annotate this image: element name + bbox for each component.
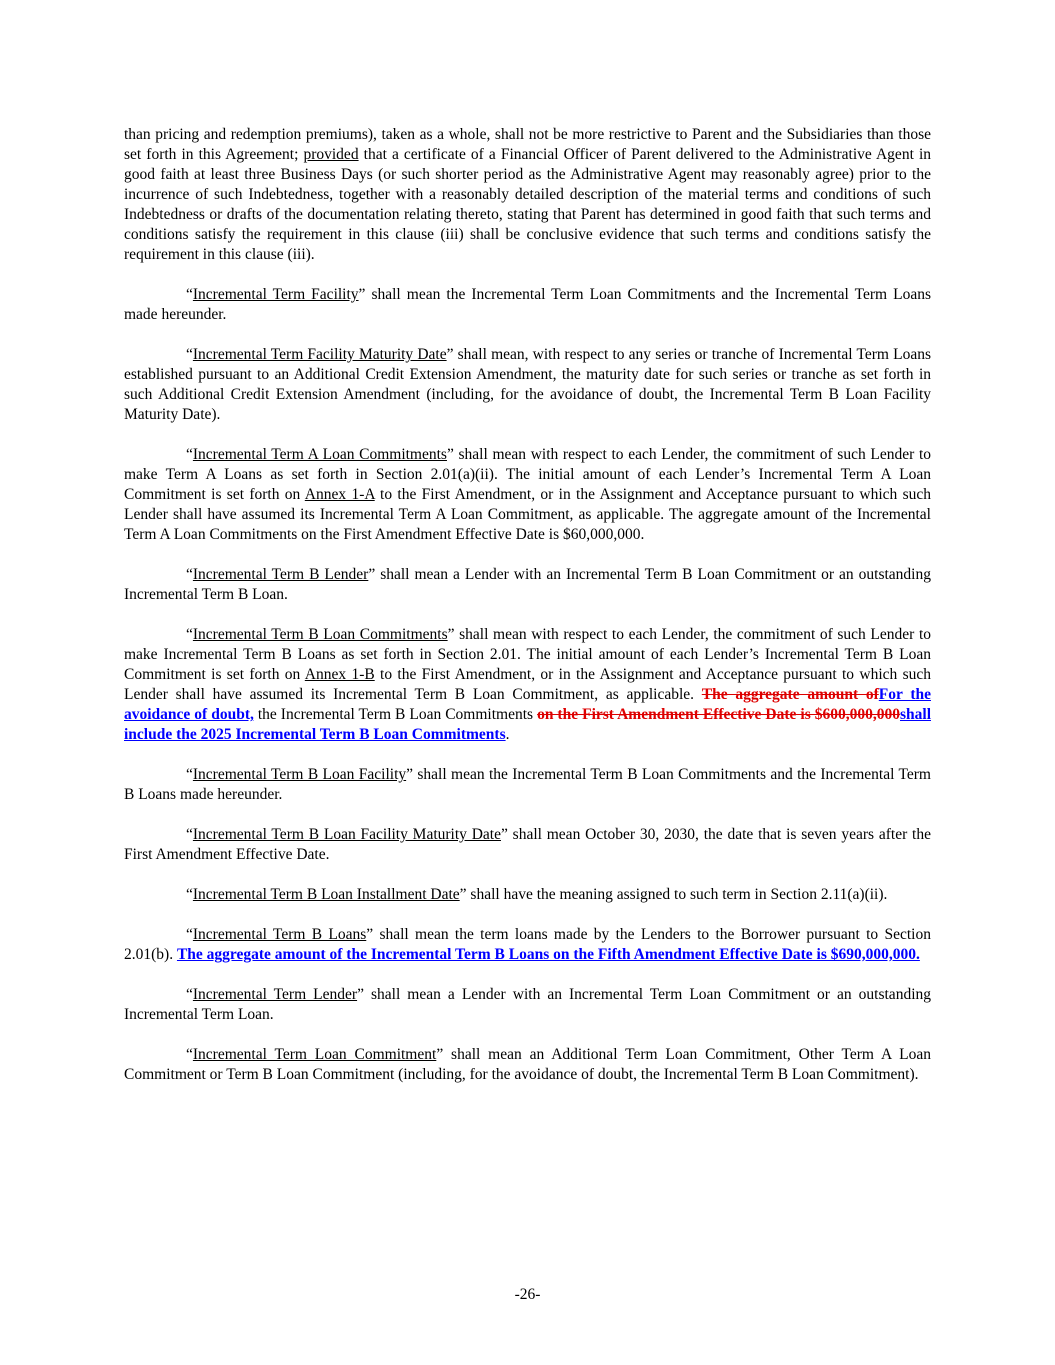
text-run: “ bbox=[186, 986, 193, 1003]
text-run: “ bbox=[186, 626, 193, 643]
redline-deletion: The aggregate amount of bbox=[701, 686, 879, 703]
paragraph bbox=[124, 445, 931, 545]
paragraph bbox=[124, 825, 931, 865]
text-run: ” shall mean an Additional Term Loan Commitment, Other Term A Loan Commitment or Term B Loan Commitment (including, for the avoidance of doubt, the Incremental Term B Loan Commitment). bbox=[124, 1046, 931, 1083]
text-run: ” shall mean with respect to each Lender, the commitment of such Lender to make Term A Loans as set forth in Section 2.01(a)(ii). The initial amount of each Lender’s Incremental Term A Loan Commitment is set forth on bbox=[124, 446, 931, 503]
paragraph bbox=[124, 565, 931, 605]
defined-term: Incremental Term A Loan Commitments bbox=[192, 446, 447, 463]
redline-deletion: on the First Amendment Effective Date is $600,000,000 bbox=[537, 706, 900, 723]
redline-insertion: shall include the 2025 Incremental Term B Loan Commitments bbox=[124, 706, 931, 743]
paragraph bbox=[124, 885, 931, 905]
text-run: “ bbox=[186, 446, 193, 463]
paragraph bbox=[124, 285, 931, 325]
defined-term: Incremental Term Facility Maturity Date bbox=[192, 346, 447, 363]
text-run: “ bbox=[186, 926, 193, 943]
text-run: than pricing and redemption premiums), taken as a whole, shall not be more restrictive to Parent and the Subsidiaries than those set forth in this Agreement; bbox=[124, 126, 931, 163]
page-number: -26- bbox=[514, 1286, 541, 1303]
text-run: “ bbox=[186, 1046, 193, 1063]
text-run: ” shall have the meaning assigned to such term in Section 2.11(a)(ii). bbox=[459, 886, 888, 903]
paragraph bbox=[124, 985, 931, 1025]
text-run: that a certificate of a Financial Officer of Parent delivered to the Administrative Agent in good faith at least three Business Days (or such shorter period as the Administrative Agent may reasonably agree) prior to the incurrence of such Indebtedness, together with a reasonably detailed description of the material terms and conditions of such Indebtedness or drafts of the documentation relating thereto, stating that Parent has determined in good faith that such terms and conditions satisfy the requirement in this clause (iii) shall be conclusive evidence that such terms and conditions satisfy the requirement in this clause (iii). bbox=[124, 146, 931, 263]
text-run: to the First Amendment, or in the Assignment and Acceptance pursuant to which such Lender shall have assumed its Incremental Term A Loan Commitment, as applicable. The aggregate amount of the Incremental Term A Loan Commitments on the First Amendment Effective Date is $60,000,000. bbox=[124, 486, 932, 543]
defined-term: Incremental Term B Lender bbox=[192, 566, 369, 583]
defined-term: Annex 1-A bbox=[304, 486, 375, 503]
redline-insertion: For the avoidance of doubt, bbox=[124, 686, 931, 723]
text-run: ” shall mean the term loans made by the Lenders to the Borrower pursuant to Section 2.01(b). bbox=[124, 926, 931, 963]
text-run: ” shall mean the Incremental Term B Loan Commitments and the Incremental Term B Loans made hereunder. bbox=[124, 766, 931, 803]
paragraph bbox=[124, 765, 931, 805]
defined-term: Incremental Term B Loan Commitments bbox=[192, 626, 448, 643]
defined-term: Incremental Term B Loan Installment Date bbox=[192, 886, 460, 903]
paragraph bbox=[124, 345, 931, 425]
text-run: ” shall mean the Incremental Term Loan Commitments and the Incremental Term Loans made hereunder. bbox=[124, 286, 931, 323]
defined-term: provided bbox=[303, 146, 359, 163]
defined-term: Incremental Term Facility bbox=[192, 286, 359, 303]
text-run: “ bbox=[186, 886, 193, 903]
text-run: ” shall mean with respect to each Lender, the commitment of such Lender to make Incremental Term B Loans as set forth in Section 2.01. The initial amount of each Lender’s Incremental Term B Loan Commitment is set forth on bbox=[124, 626, 931, 683]
text-run: ” shall mean October 30, 2030, the date that is seven years after the First Amendment Effective Date. bbox=[124, 826, 931, 863]
document-body bbox=[124, 125, 931, 1085]
text-run: . bbox=[505, 726, 510, 743]
text-run: ” shall mean, with respect to any series or tranche of Incremental Term Loans established pursuant to an Additional Credit Extension Amendment, the maturity date for such series or tranche as set forth in such Additional Credit Extension Amendment (including, for the avoidance of doubt, the Incremental Term B Loan Facility Maturity Date). bbox=[124, 346, 931, 423]
paragraph bbox=[124, 1045, 931, 1085]
text-run: “ bbox=[186, 566, 193, 583]
defined-term: Incremental Term Loan Commitment bbox=[192, 1046, 437, 1063]
defined-term: Incremental Term Lender bbox=[192, 986, 358, 1003]
text-run: “ bbox=[186, 346, 193, 363]
text-run: to the First Amendment, or in the Assignment and Acceptance pursuant to which such Lender shall have assumed its Incremental Term B Loan Commitment, as applicable. bbox=[124, 666, 932, 703]
text-run: “ bbox=[186, 766, 193, 783]
defined-term: Incremental Term B Loan Facility bbox=[192, 766, 407, 783]
paragraph bbox=[124, 625, 931, 745]
text-run: “ bbox=[186, 826, 193, 843]
defined-term: Annex 1-B bbox=[304, 666, 375, 683]
text-run: “ bbox=[186, 286, 193, 303]
text-run: ” shall mean a Lender with an Incremental Term B Loan Commitment or an outstanding Incremental Term B Loan. bbox=[124, 566, 931, 603]
paragraph bbox=[124, 925, 931, 965]
text-run: ” shall mean a Lender with an Incremental Term Loan Commitment or an outstanding Incremental Term Loan. bbox=[124, 986, 931, 1023]
defined-term: Incremental Term B Loan Facility Maturity Date bbox=[192, 826, 501, 843]
text-run: the Incremental Term B Loan Commitments bbox=[253, 706, 538, 723]
redline-insertion: The aggregate amount of the Incremental Term B Loans on the Fifth Amendment Effective Date is $690,000,000. bbox=[176, 946, 920, 963]
defined-term: Incremental Term B Loans bbox=[192, 926, 367, 943]
paragraph bbox=[124, 125, 931, 265]
